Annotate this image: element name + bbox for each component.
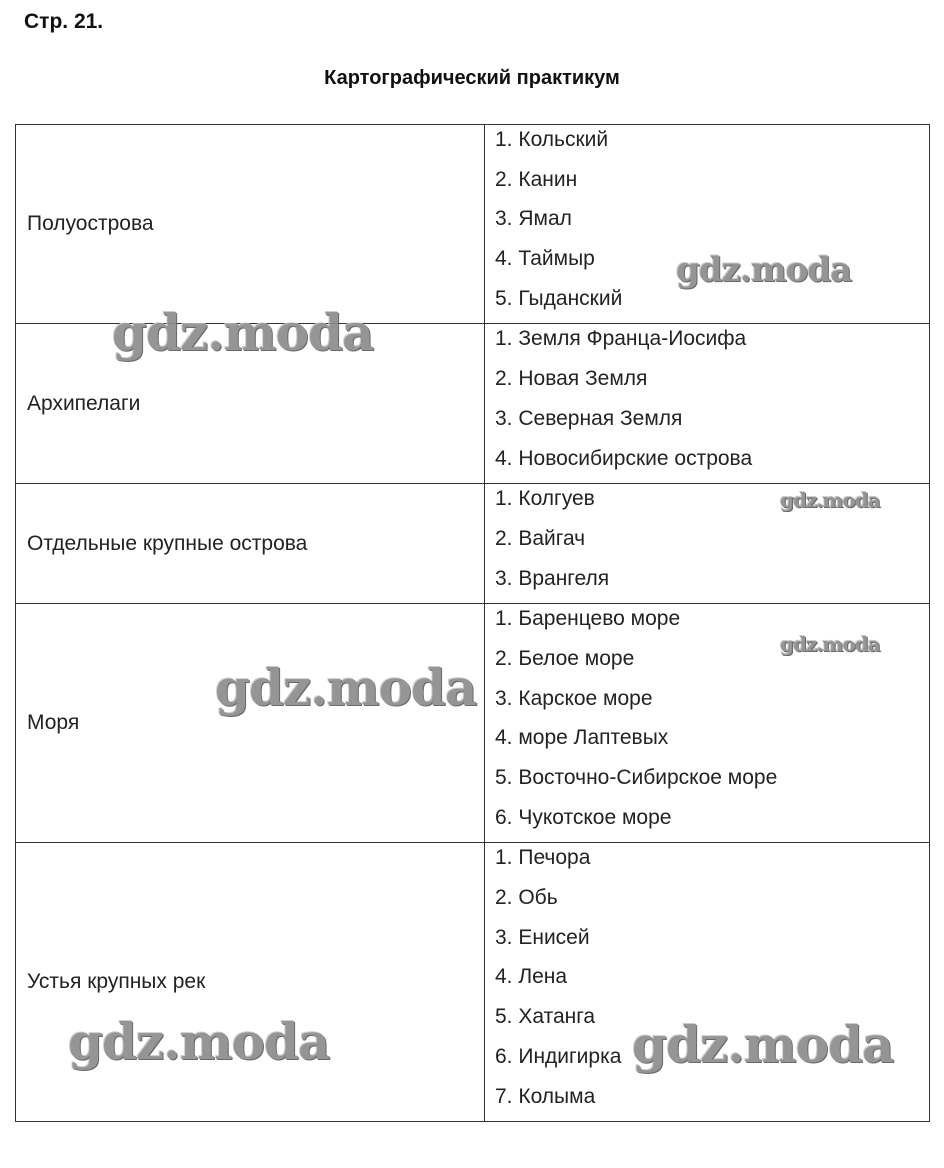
list-item: 4. Лена: [495, 965, 568, 989]
page-title: Картографический практикум: [324, 67, 620, 89]
list-item: 1. Кольский: [495, 128, 609, 151]
list-item: 4. Таймыр: [495, 247, 595, 271]
category-cell: Отдельные крупные острова: [16, 484, 485, 604]
category-cell: Моря: [16, 604, 485, 843]
watermark: gdz.moda: [676, 250, 852, 290]
watermark: gdz.moda: [780, 488, 880, 512]
items-cell: [485, 843, 930, 1122]
list-item: 2. Белое море: [495, 646, 635, 670]
items-cell: [485, 484, 930, 604]
items-cell: [485, 604, 930, 843]
list-item: 3. Врангеля: [495, 566, 610, 590]
category-cell: Архипелаги: [16, 324, 485, 484]
list-item: 4. море Лаптевых: [495, 726, 669, 750]
list-item: 2. Канин: [495, 167, 578, 191]
practicum-table: [15, 124, 930, 1122]
list-item: 3. Енисей: [495, 925, 590, 949]
list-item: 1. Колгуев: [495, 487, 595, 511]
watermark: gdz.moda: [780, 632, 880, 656]
items-cell: [485, 125, 930, 324]
watermark: gdz.moda: [215, 658, 477, 717]
table-row: [16, 484, 930, 604]
table-row: [16, 843, 930, 1122]
list-item: 1. Баренцево море: [495, 607, 681, 631]
list-item: 3. Северная Земля: [495, 406, 683, 430]
list-item: 6. Чукотское море: [495, 805, 672, 829]
table-row: [16, 324, 930, 484]
table-row: [16, 125, 930, 324]
list-item: 2. Обь: [495, 886, 558, 910]
watermark: gdz.moda: [632, 1015, 894, 1074]
list-item: 6. Индигирка: [495, 1044, 622, 1068]
list-item: 1. Земля Франца-Иосифа: [495, 327, 747, 351]
watermark: gdz.moda: [112, 303, 374, 362]
list-item: 2. Новая Земля: [495, 367, 648, 391]
list-item: 2. Вайгач: [495, 526, 586, 550]
watermark: gdz.moda: [68, 1012, 330, 1071]
list-item: 5. Восточно-Сибирское море: [495, 766, 778, 789]
category-cell: Полуострова: [16, 125, 485, 324]
list-item: 1. Печора: [495, 846, 591, 870]
items-cell: [485, 324, 930, 484]
list-item: 5. Хатанга: [495, 1005, 596, 1029]
list-item: 4. Новосибирские острова: [495, 446, 753, 470]
page-number: Стр. 21.: [24, 10, 104, 33]
category-cell: Устья крупных рек: [16, 843, 485, 1122]
list-item: 7. Колыма: [495, 1084, 596, 1108]
list-item: 3. Карское море: [495, 686, 653, 710]
list-item: 3. Ямал: [495, 207, 572, 231]
list-item: 5. Гыданский: [495, 286, 623, 310]
table-row: [16, 604, 930, 843]
